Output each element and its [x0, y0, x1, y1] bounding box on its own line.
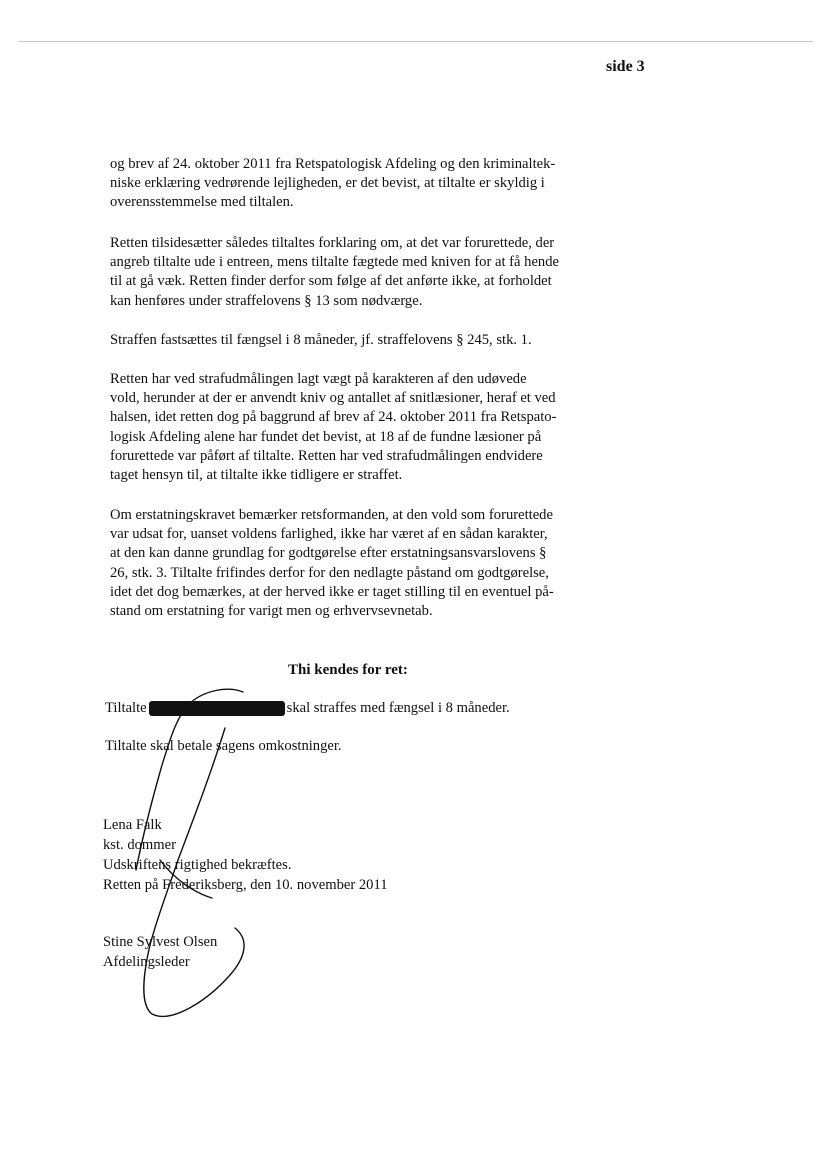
text-line: taget hensyn til, at tiltalte ikke tidligere er straffet.: [110, 467, 403, 484]
clerk-name: Stine Sylvest Olsen: [103, 934, 218, 950]
text-line: Retten tilsidesætter således tiltaltes forklaring om, at det var forurettede, der: [110, 235, 555, 251]
judge-signature-block: [103, 815, 388, 895]
text-line: Straffen fastsættes til fængsel i 8 måneder, jf. straffelovens § 245, stk. 1.: [110, 332, 532, 348]
text-line: niske erklæring vedrørende lejligheden, er det bevist, at tiltalte er skyldig i: [110, 175, 545, 192]
verdict-line-start: Tiltalte: [105, 700, 147, 716]
page-number: side 3: [606, 58, 645, 75]
text-line: Retten har ved strafudmålingen lagt vægt på karakteren af den udøvede: [110, 371, 527, 387]
judge-name: Lena Falk: [103, 817, 162, 833]
paragraph-compensation: [110, 506, 610, 621]
text-line: halsen, idet retten dog på baggrund af brev af 24. oktober 2011 fra Retspato-: [110, 409, 557, 426]
paragraph-sentencing-factors: [110, 370, 610, 485]
text-line: angreb tiltalte ude i entreen, mens tiltalte fægtede med kniven for at få hende: [110, 254, 559, 271]
text-line: Om erstatningskravet bemærker retsformanden, at den vold som forurettede: [110, 507, 553, 523]
text-line: stand om erstatning for varigt men og erhvervsevnetab.: [110, 603, 433, 620]
text-line: vold, herunder at der er anvendt kniv og antallet af snitlæsioner, heraf et ved: [110, 390, 556, 407]
paragraph-evidence: [110, 155, 610, 213]
text-line: at den kan danne grundlag for godtgørelse efter erstatningsansvarslovens §: [110, 545, 547, 562]
verdict-line-sentence: [105, 700, 510, 717]
clerk-signature-block: [103, 932, 217, 972]
text-line: idet det dog bemærkes, at der herved ikke er taget stilling til en eventuel på-: [110, 583, 554, 600]
clerk-title: Afdelingsleder: [103, 954, 190, 970]
redaction-bar: [149, 701, 285, 716]
text-line: forurettede var påført af tiltalte. Retten har ved strafudmålingen endvidere: [110, 447, 543, 464]
text-line: overensstemmelse med tiltalen.: [110, 194, 294, 211]
text-line: logisk Afdeling alene har fundet det bevist, at 18 af de fundne læsioner på: [110, 428, 542, 445]
paragraph-self-defense: [110, 234, 610, 311]
judge-title: kst. dommer: [103, 837, 176, 853]
text-line: kan henføres under straffelovens § 13 som nødværge.: [110, 292, 423, 309]
verdict-heading: Thi kendes for ret:: [288, 662, 408, 678]
paragraph-sentence: [110, 331, 610, 350]
verdict-line-end: skal straffes med fængsel i 8 måneder.: [286, 700, 510, 716]
certification-text: Udskriftens rigtighed bekræftes.: [103, 857, 292, 873]
verdict-line-costs: Tiltalte skal betale sagens omkostninger.: [105, 738, 342, 754]
text-line: og brev af 24. oktober 2011 fra Retspatologisk Afdeling og den kriminaltek-: [110, 156, 556, 172]
scan-top-rule: [18, 41, 813, 42]
text-line: til at gå væk. Retten finder derfor som følge af det anførte ikke, at forholdet: [110, 273, 552, 290]
place-date: Retten på Frederiksberg, den 10. november 2011: [103, 877, 388, 893]
text-line: var udsat for, uanset voldens farlighed, ikke har været af en sådan karakter,: [110, 526, 548, 543]
text-line: 26, stk. 3. Tiltalte frifindes derfor for den nedlagte påstand om godtgørelse,: [110, 564, 549, 581]
